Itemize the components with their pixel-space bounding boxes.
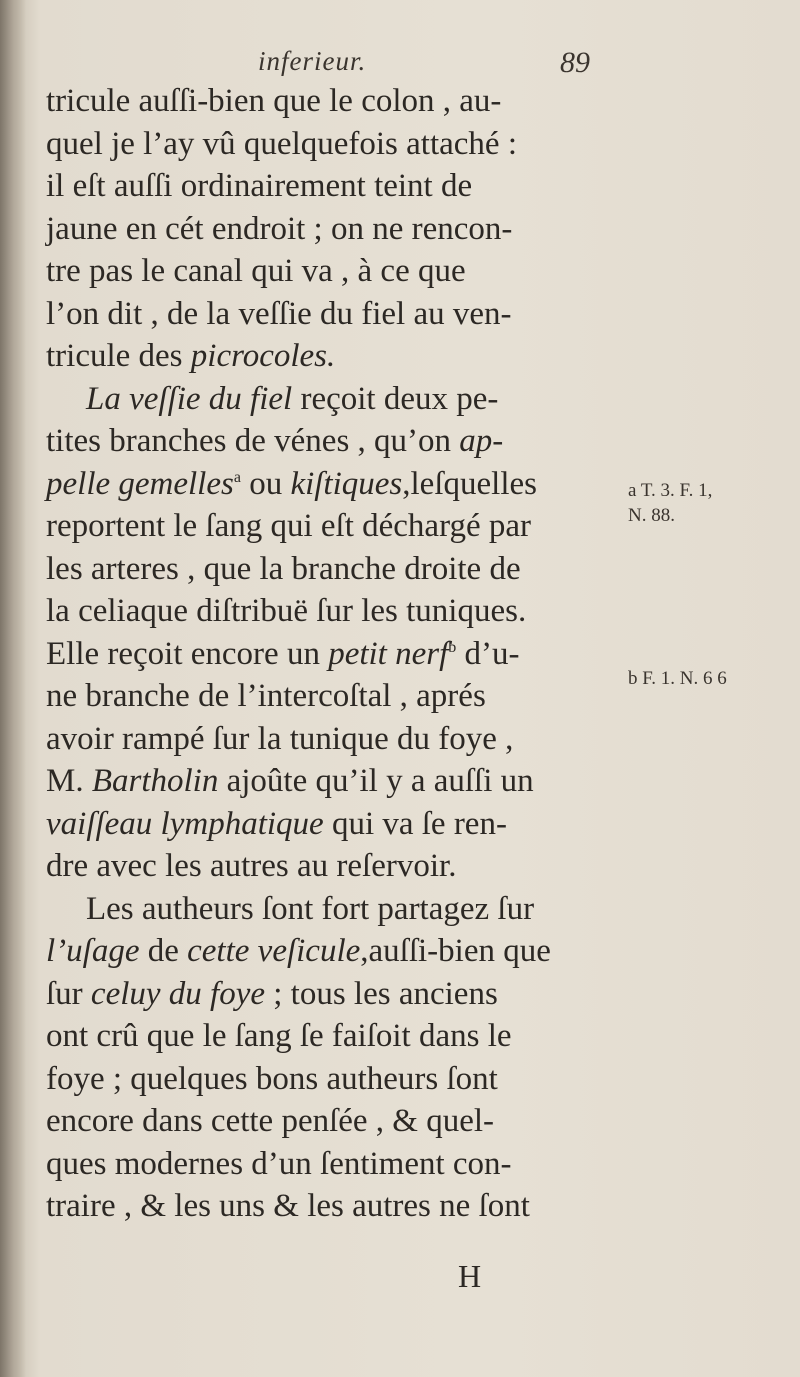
italic-text: picrocoles. — [190, 338, 336, 374]
text-segment: ; tous les anciens — [265, 975, 498, 1012]
text-line — [46, 1058, 616, 1101]
text-segment: encore dans cette penſée , & quel- — [46, 1103, 495, 1139]
text-segment: tre pas le canal qui va , à ce que — [46, 253, 466, 289]
margin-note-a-cont: N. 88. — [628, 505, 675, 526]
text-line — [46, 888, 616, 931]
text-line — [46, 633, 616, 676]
margin-note-a: a T. 3. F. 1, — [628, 480, 713, 501]
page-number: 89 — [560, 46, 590, 79]
binding-gutter — [0, 0, 26, 1377]
text-line — [46, 1143, 616, 1186]
text-segment: dre avec les autres au reſervoir. — [46, 848, 457, 884]
text-segment: ſur — [46, 975, 91, 1012]
catchword: H — [458, 1258, 482, 1294]
running-head: inferieur. — [258, 46, 367, 76]
body-text — [46, 80, 616, 1228]
text-line — [46, 1185, 616, 1228]
text-segment: Elle reçoit encore un — [46, 635, 329, 672]
text-line — [46, 208, 616, 251]
italic-text: ap- — [459, 423, 504, 459]
italic-text: l’uſage — [46, 933, 140, 969]
text-segment: les arteres , que la branche droite de — [46, 550, 521, 587]
text-line — [46, 803, 616, 846]
text-segment: foye ; quelques bons autheurs ſont — [46, 1060, 498, 1097]
text-segment: ne branche de l’intercoſtal , aprés — [46, 678, 486, 714]
note-marker: a — [233, 468, 241, 486]
text-line — [46, 718, 616, 761]
text-segment: qui va ſe ren- — [323, 805, 507, 842]
text-segment: ,auſſi-bien que — [360, 933, 551, 969]
italic-text: petit nerf — [328, 635, 449, 672]
text-line — [46, 675, 616, 718]
text-line — [46, 505, 616, 548]
text-segment: reportent le ſang qui eſt déchargé par — [46, 508, 532, 544]
text-line — [46, 548, 616, 591]
text-line — [46, 335, 616, 378]
text-line — [46, 973, 616, 1016]
margin-note-b: b F. 1. N. 6 6 — [628, 668, 727, 689]
text-segment: il eſt auſſi ordinairement teint de — [46, 168, 473, 204]
text-segment: ,leſquelles — [402, 465, 537, 502]
text-segment: de — [139, 933, 188, 969]
italic-text: kiſtiques — [290, 465, 403, 502]
text-segment: jaune en cét endroit ; on ne rencon- — [46, 210, 513, 247]
text-line — [46, 250, 616, 293]
text-line — [46, 378, 616, 421]
text-segment: ques modernes d’un ſentiment con- — [46, 1145, 512, 1182]
italic-text: Bartholin — [91, 763, 219, 799]
text-line — [46, 293, 616, 336]
text-segment: tites branches de vénes , qu’on — [46, 423, 460, 459]
text-line — [46, 165, 616, 208]
text-line — [46, 80, 616, 123]
italic-text: La veſſie du fiel — [86, 380, 293, 417]
text-segment: quel je l’ay vû quelquefois attaché : — [46, 125, 517, 162]
text-segment: reçoit deux pe- — [292, 380, 499, 417]
italic-text: cette veſicule — [187, 933, 361, 969]
text-line — [46, 930, 616, 973]
text-line — [46, 590, 616, 633]
text-segment: tricule auſſi-bien que le colon , au- — [46, 83, 502, 119]
text-line — [46, 1100, 616, 1143]
text-segment: l’on dit , de la veſſie du fiel au ven- — [46, 295, 512, 332]
text-segment: la celiaque diſtribuë ſur les tuniques. — [46, 593, 527, 629]
text-segment: tricule des — [46, 338, 191, 374]
text-segment: ou — [240, 465, 291, 502]
text-line — [46, 123, 616, 166]
note-marker: b — [448, 638, 457, 656]
text-line — [46, 420, 616, 463]
text-segment: ont crû que le ſang ſe faiſoit dans le — [46, 1018, 512, 1054]
italic-text: celuy du foye — [90, 975, 265, 1012]
italic-text: vaiſſeau lymphatique — [46, 805, 324, 842]
text-segment: d’u- — [456, 635, 520, 672]
text-segment: M. — [46, 763, 92, 799]
text-segment: Les autheurs ſont fort partagez ſur — [86, 890, 535, 927]
text-segment: ajoûte qu’il y a auſſi un — [218, 763, 534, 799]
text-segment: avoir rampé ſur la tunique du foye , — [46, 720, 514, 757]
text-line — [46, 845, 616, 888]
text-line — [46, 760, 616, 803]
text-segment: traire , & les uns & les autres ne ſont — [46, 1188, 530, 1224]
text-line — [46, 463, 616, 506]
italic-text: pelle gemelles — [46, 465, 234, 502]
text-line — [46, 1015, 616, 1058]
